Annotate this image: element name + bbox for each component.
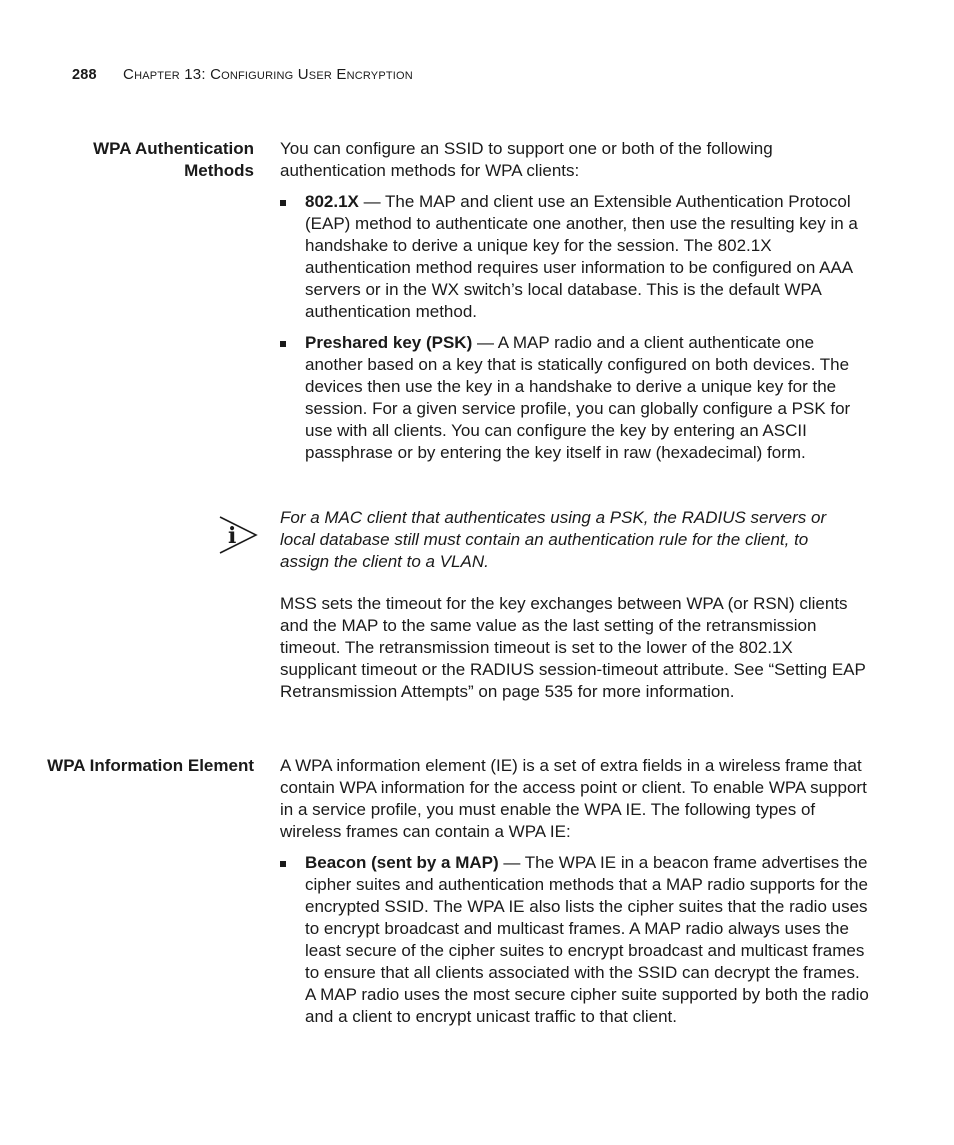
timeout-paragraph-block [280,593,870,703]
bullet-text: — The MAP and client use an Extensible Authentication Protocol (EAP) method to authenticate one another, then use the resulting key in a handshake to derive a unique key for the session. The 802.1X authentication method requires user information to be configured on AAA servers or in the WX switch’s local database. This is the default WPA authentication method. [305,192,858,321]
list-item [280,852,870,1028]
bullet-term: 802.1X [305,192,359,211]
section-body [280,138,870,464]
bullet-text: — The WPA IE in a beacon frame advertises the cipher suites and authentication methods that a MAP radio supports for the encrypted SSID. The WPA IE also lists the cipher suites that the radio uses to encrypt broadcast and multicast frames. A MAP radio always uses the least secure of the cipher suites to encrypt broadcast and multicast frames to ensure that all clients associated with the SSID can decrypt the frames. A MAP radio uses the most secure cipher suite supported by both the radio and a client to encrypt unicast traffic to that client. [305,853,869,1026]
note-text: For a MAC client that authenticates using a PSK, the RADIUS servers or local database still must contain an authentication rule for the client, to assign the client to a VLAN. [280,508,827,571]
section-title: WPA Information Element [47,756,254,775]
list-item [280,191,870,323]
info-note-icon [218,515,258,555]
timeout-paragraph: MSS sets the timeout for the key exchanges between WPA (or RSN) clients and the MAP to the same value as the last setting of the retransmission timeout. The retransmission timeout is set to the lower of the 802.1X supplicant timeout or the RADIUS session-timeout attribute. See “Setting EAP Retransmission Attempts” on page 535 for more information. [280,594,866,701]
page-number: 288 [72,67,97,83]
bullet-square-icon [280,200,286,206]
section-body [280,755,870,1028]
bullet-square-icon [280,341,286,347]
svg-text:i: i [228,523,237,549]
bullet-text: — A MAP radio and a client authenticate one another based on a key that is statically configured on both devices. The devices then use the key in a handshake to derive a unique key for the session. For a given service profile, you can globally configure a PSK for use with all clients. You can configure the key by entering an ASCII passphrase or by entering the key itself in raw (hexadecimal) form. [305,333,851,462]
intro-paragraph: You can configure an SSID to support one or both of the following authentication methods for WPA clients: [280,139,773,180]
running-head: Chapter 13: Configuring User Encryption [123,66,413,83]
bullet-list [280,852,870,1028]
bullet-term: Beacon (sent by a MAP) [305,853,499,872]
list-item [280,332,870,464]
intro-paragraph: A WPA information element (IE) is a set of extra fields in a wireless frame that contain WPA information for the access point or client. To enable WPA support in a service profile, you must enable the WPA IE. The following types of wireless frames can contain a WPA IE: [280,756,867,841]
bullet-square-icon [280,861,286,867]
page-header [72,66,413,83]
bullet-term: Preshared key (PSK) [305,333,473,352]
section-title: WPA Authentication Methods [93,139,254,180]
bullet-list [280,191,870,464]
